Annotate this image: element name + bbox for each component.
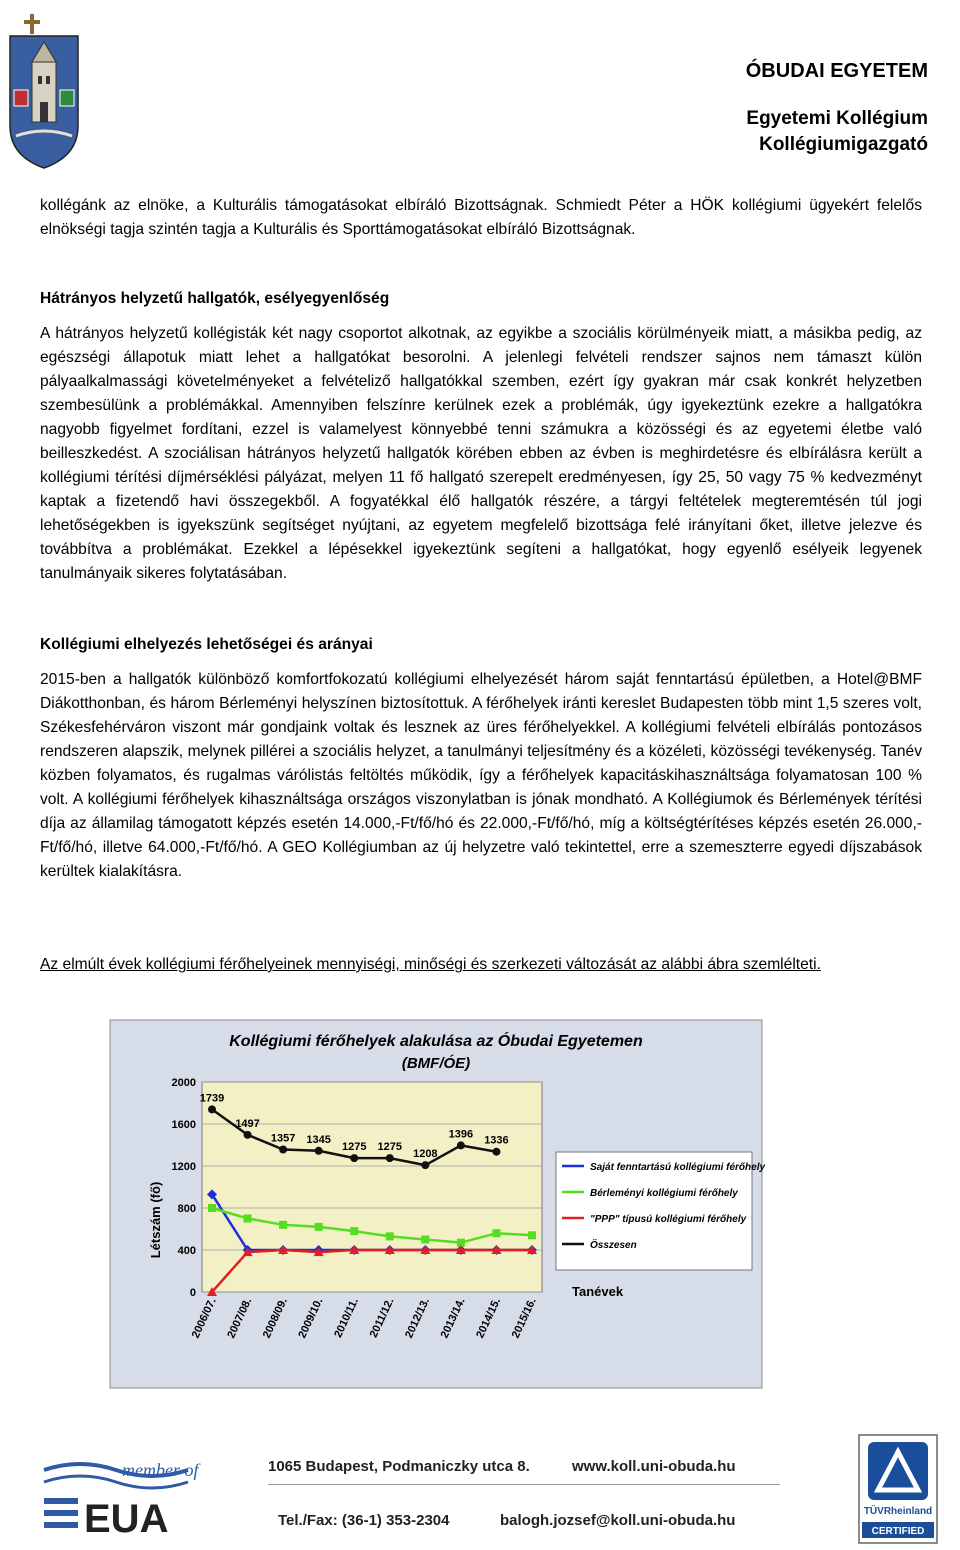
x-tick-label: 2015/16. [509,1296,539,1341]
footer-phone: Tel./Fax: (36-1) 353-2304 [278,1512,450,1529]
data-label: 1275 [341,1141,367,1154]
y-tick-label: 0 [189,1287,196,1299]
section-heading-disadvantaged: Hátrányos helyzetű hallgatók, esélyegyenlőség [40,290,390,307]
footer-email: balogh.jozsef@koll.uni-obuda.hu [500,1512,736,1529]
data-point [492,1148,500,1156]
university-name: ÓBUDAI EGYETEM [745,60,928,82]
data-point [457,1141,465,1149]
eua-top-text: member of [122,1460,199,1480]
data-point [350,1154,358,1162]
x-tick-label: 2013/14. [438,1296,468,1341]
data-label: 1336 [484,1134,509,1147]
y-tick-label: 800 [177,1203,196,1215]
data-point [208,1105,216,1113]
data-point [386,1154,394,1162]
footer-divider [268,1484,780,1485]
chart-container [110,1020,766,1388]
data-label: 1497 [235,1117,260,1130]
data-point [279,1221,287,1229]
eua-bottom-text: EUA [84,1497,169,1541]
x-axis-label: Tanévek [572,1284,624,1299]
section-heading-accommodation: Kollégiumi elhelyezés lehetőségei és arányai [40,636,373,653]
x-tick-label: 2012/13. [403,1296,433,1341]
data-point [386,1232,394,1240]
tuv-certified-logo [858,1434,938,1544]
data-point [244,1131,252,1139]
data-label: 1357 [270,1132,296,1145]
data-point [208,1204,216,1212]
x-tick-label: 2010/11. [332,1296,361,1340]
y-tick-label: 1200 [171,1161,196,1173]
x-tick-label: 2011/12. [367,1296,397,1340]
plot-area [199,1082,542,1292]
data-point [315,1223,323,1231]
y-axis-label: Létszám (fő) [148,1181,163,1259]
footer-address: 1065 Budapest, Podmaniczky utca 8. [268,1458,530,1475]
x-tick-label: 2009/10. [296,1296,326,1341]
data-label: 1396 [448,1128,474,1141]
chart-legend [556,1152,765,1270]
x-tick-label: 2007/08. [225,1296,255,1341]
data-label: 1208 [413,1148,438,1161]
data-point [421,1236,429,1244]
data-label: 1345 [306,1133,331,1146]
data-point [350,1227,358,1235]
legend-label: Bérleményi kollégiumi férőhely [590,1188,738,1199]
office-name: Kollégiumigazgató [759,134,928,155]
chart-caption: Az elmúlt évek kollégiumi férőhelyeinek mennyiségi, minőségi és szerkezeti változását az alábbi ábra szemlélteti. [40,956,821,973]
y-tick-label: 2000 [171,1077,196,1089]
tuv-brand-text: TÜVRheinland [863,1506,933,1517]
chart-title: Kollégiumi férőhelyek alakulása az Óbudai Egyetemen [229,1033,643,1050]
y-tick-label: 1600 [171,1119,196,1131]
data-point [315,1147,323,1155]
tuv-certified-text: CERTIFIED [871,1526,925,1537]
data-point [492,1229,500,1237]
legend-label: Összesen [590,1240,637,1251]
data-label: 1275 [377,1141,403,1154]
x-tick-label: 2008/09. [260,1296,290,1341]
data-point [244,1215,252,1223]
university-crest-logo [2,6,86,170]
capacity-line-chart [110,1020,766,1388]
intro-paragraph: kollégánk az elnöke, a Kulturális támogatásokat elbíráló Bizottságnak. Schmiedt Péter a HÖK kollégiumi ügyekért felelős elnökségi tagja szintén tagja a Kulturális és Sporttámogatásokat elbíráló Bizottságnak. [40,197,922,238]
chart-subtitle: (BMF/ÓE) [401,1055,471,1072]
data-point [528,1231,536,1239]
y-tick-label: 400 [177,1245,196,1257]
data-label: 1739 [199,1092,225,1105]
legend-label: Saját fenntartású kollégiumi férőhely [590,1162,766,1173]
data-point [421,1161,429,1169]
section-body-accommodation: 2015-ben a hallgatók különböző komfortfokozatú kollégiumi elhelyezését három saját fenntartású épületben, a Hotel@BMF Diákotthonban, és három Bérleményi helyszínen biztosítottuk. A férőhelyek iránti kereslet Budapesten több mint 1,5 szeres volt, Székesfehérváron viszont már gondjaink voltak és lesznek az üres férőhelyekkel. A kollégiumi felvételi elbírálás pontozásos rendszeren alapszik, melynek pillérei a szociális helyzet, a tanulmányi teljesítmény és a közéleti, közösségi tevékenység. Tanév közben folyamatos, és rugalmas várólistás feltöltés működik, így a férőhelyek kapacitáskihasználtsága folyamatosan 100 % volt. A kollégiumi férőhelyek kihasználtsága országos viszonylatban is jónak mondható. A Kollégiumok és Bérlemények térítési díja az államilag támogatott képzés esetén 14.000,-Ft/fő/hó és 22.000,-Ft/fő/hó, míg a költségtérítéses képzés esetén 26.000,-Ft/fő/hó, illetve 64.000,-Ft/fő/hó. A GEO Kollégiumban az új helyzetre való tekintettel, erre a szemeszterre egyedi díjszabások kerültek kialakításra. [40,671,922,880]
footer-website: www.koll.uni-obuda.hu [572,1458,736,1475]
data-point [279,1146,287,1154]
unit-name: Egyetemi Kollégium [746,108,928,129]
section-body-disadvantaged: A hátrányos helyzetű kollégisták két nagy csoportot alkotnak, az egyikbe a szociális körülményeik miatt, a másikba pedig, az egészségi állapotuk miatt lehet a hallgatókat besorolni. A jelenlegi felvételi rendszer sajnos nem támaszt külön pályaalkalmassági követelményeket a felvételiző hallgatókkal szemben, ezért így gyakran már csak konkrét helyzetben szembesülünk a problémákkal. Amennyiben felszínre kerülnek ezek a problémák, úgy igyekeztünk ezekre a hallgatókra nagyobb figyelmet fordítani, ezzel is valamelyest könnyebbé tenni számukra a közösségi és az egyetemi életbe való beilleszkedést. A szociálisan hátrányos helyzetű hallgatók körében ebben az évben is meghirdetésre és elbírálásra került a kollégiumi térítési díjmérséklési pályázat, melyen 11 fő hallgató szerepelt eredményesen, így 25, 50 vagy 75 % kedvezményt kaptak a fizetendő havi összegekből. A fogyatékkal élő hallgatók részére, a tárgyi feltételek megteremtésén túl jogi lehetőségekben is igyekszünk segítséget nyújtani, az egyetem megfelelő bizottsága felé irányítani őket, illetve jelezve és továbbítva a problémákat. Ezekkel a lépésekkel igyekeztünk segíteni a hallgatókat, hogy egyenlő esélyeik legyenek tanulmányaik sikeres folytatásában. [40,325,922,582]
eua-member-logo [40,1452,199,1542]
x-tick-label: 2006/07. [189,1296,219,1341]
legend-label: "PPP" típusú kollégiumi férőhely [590,1214,747,1225]
x-tick-label: 2014/15. [474,1296,504,1341]
